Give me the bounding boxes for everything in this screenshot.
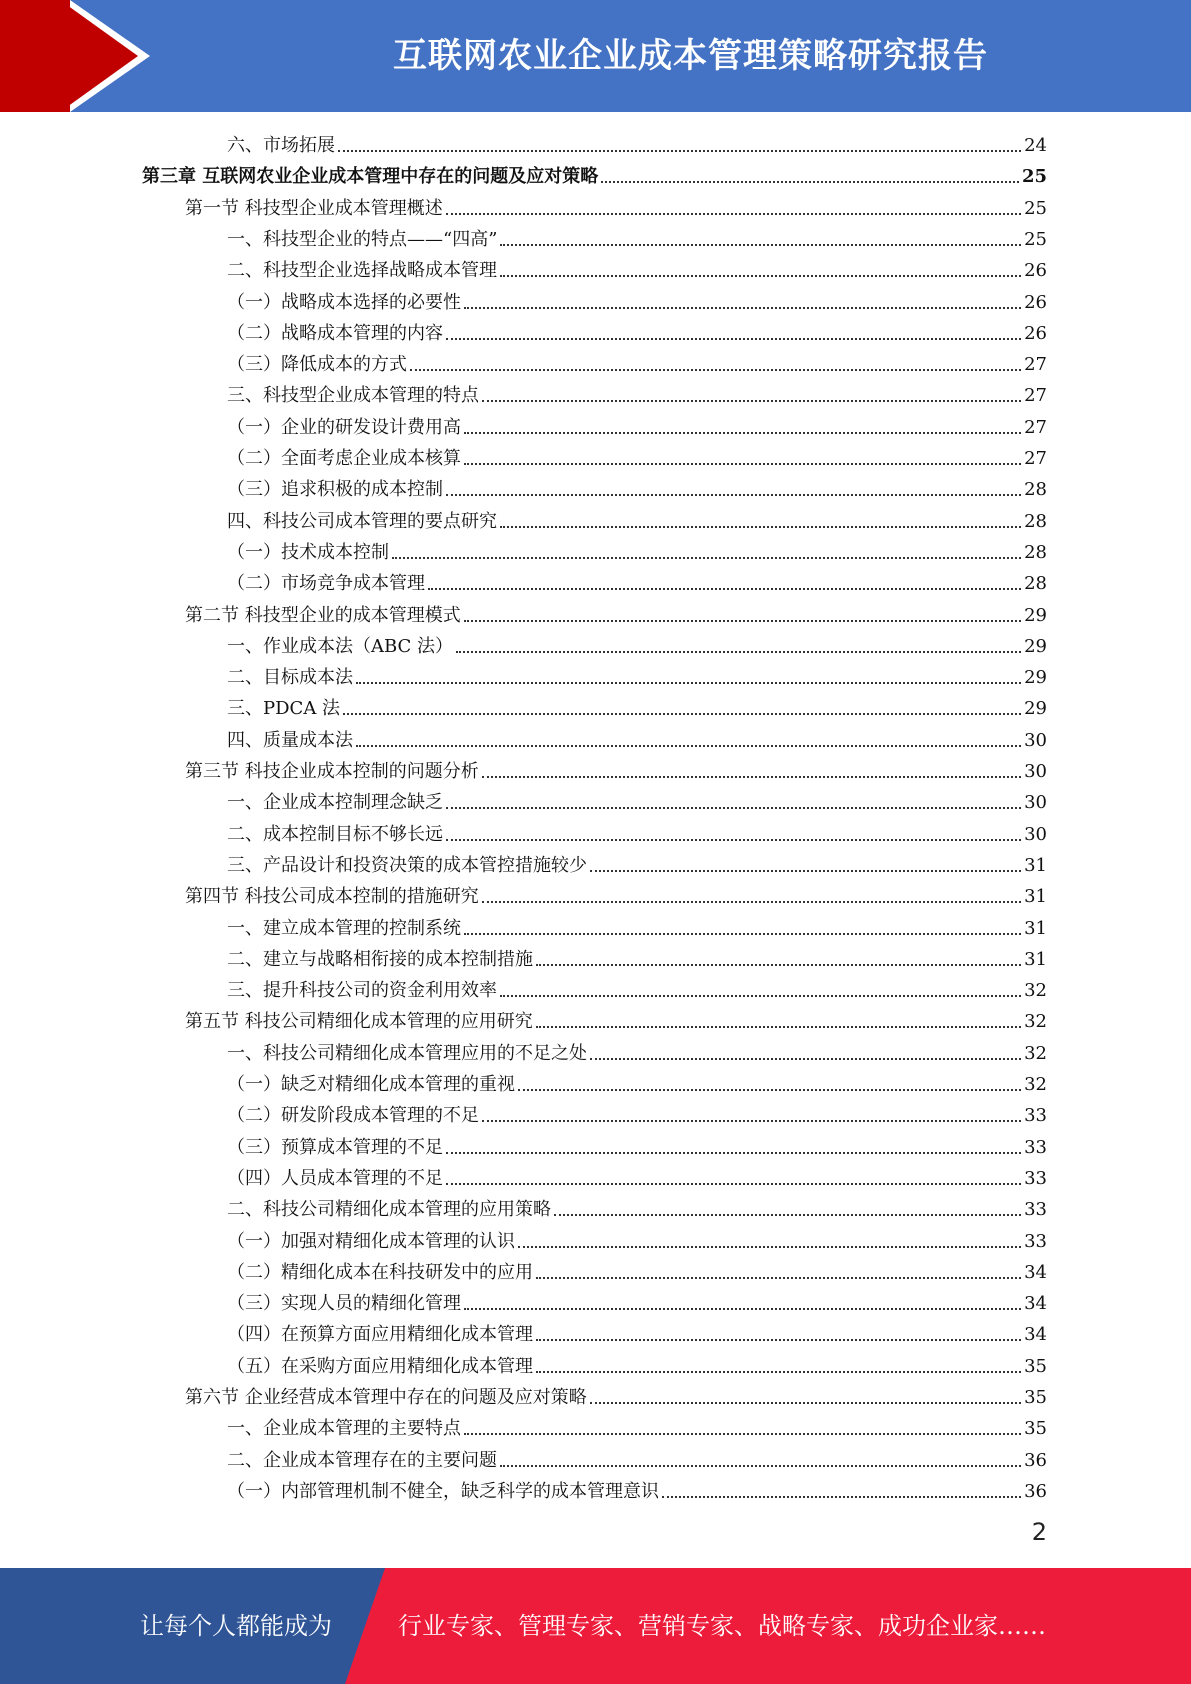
toc-dot-leader xyxy=(662,1496,1021,1498)
toc-entry-page: 29 xyxy=(1024,667,1047,689)
toc-dot-leader xyxy=(464,307,1021,309)
toc-entry[interactable] xyxy=(227,1411,1047,1442)
toc-dot-leader xyxy=(518,1089,1021,1091)
toc-entry-title: 一、科技公司精细化成本管理应用的不足之处 xyxy=(227,1042,587,1064)
toc-dot-leader xyxy=(356,682,1021,684)
toc-entry[interactable] xyxy=(227,378,1047,409)
toc-entry[interactable] xyxy=(227,1286,1047,1317)
toc-entry-title: （一）内部管理机制不健全，缺乏科学的成本管理意识 xyxy=(227,1480,659,1502)
toc-dot-leader xyxy=(464,1308,1021,1310)
toc-entry-title: 三、提升科技公司的资金利用效率 xyxy=(227,980,497,1002)
toc-entry-title: （二）研发阶段成本管理的不足 xyxy=(227,1105,479,1127)
toc-entry-page: 26 xyxy=(1024,291,1047,313)
toc-entry-page: 31 xyxy=(1024,948,1047,970)
toc-entry[interactable] xyxy=(227,1443,1047,1474)
toc-entry[interactable] xyxy=(227,1255,1047,1286)
toc-entry-page: 26 xyxy=(1024,260,1047,282)
toc-entry-title: （一）缺乏对精细化成本管理的重视 xyxy=(227,1074,515,1095)
toc-entry[interactable] xyxy=(227,410,1047,441)
toc-entry-title: 第一节 科技型企业成本管理概述 xyxy=(185,197,443,219)
toc-entry-page: 36 xyxy=(1024,1449,1047,1471)
toc-entry-page: 32 xyxy=(1024,1042,1047,1064)
toc-entry-title: 第三节 科技企业成本控制的问题分析 xyxy=(185,761,479,782)
toc-entry-page: 28 xyxy=(1024,479,1047,501)
toc-entry[interactable] xyxy=(227,316,1047,347)
toc-entry-page: 35 xyxy=(1024,1418,1047,1440)
toc-entry-title: 三、PDCA 法 xyxy=(227,698,341,720)
toc-entry[interactable] xyxy=(227,347,1047,378)
toc-entry[interactable] xyxy=(227,128,1047,159)
toc-dot-leader xyxy=(500,275,1021,277)
toc-dot-leader xyxy=(446,494,1021,496)
toc-entry-title: （二）市场竞争成本管理 xyxy=(227,573,425,595)
toc-entry[interactable] xyxy=(227,629,1047,660)
toc-entry[interactable] xyxy=(185,879,1047,910)
toc-entry[interactable] xyxy=(227,535,1047,566)
toc-dot-leader xyxy=(482,400,1021,402)
toc-dot-leader xyxy=(590,1058,1021,1060)
toc-entry-page: 30 xyxy=(1024,761,1047,782)
toc-entry-title: 一、建立成本管理的控制系统 xyxy=(227,917,461,939)
toc-entry-title: 二、企业成本管理存在的主要问题 xyxy=(227,1449,497,1471)
toc-entry-title: （五）在采购方面应用精细化成本管理 xyxy=(227,1355,533,1377)
toc-entry[interactable] xyxy=(185,191,1047,222)
toc-dot-leader xyxy=(554,1214,1021,1216)
toc-entry[interactable] xyxy=(227,785,1047,816)
toc-entry-title: （三）追求积极的成本控制 xyxy=(227,479,443,501)
toc-entry-page: 25 xyxy=(1024,228,1047,250)
toc-entry-page: 33 xyxy=(1024,1199,1047,1221)
toc-entry-title: 二、科技型企业选择战略成本管理 xyxy=(227,260,497,282)
toc-dot-leader xyxy=(446,839,1021,841)
toc-entry-title: 二、科技公司精细化成本管理的应用策略 xyxy=(227,1199,551,1221)
page-number: 2 xyxy=(1031,1518,1047,1546)
toc-entry-title: （三）降低成本的方式 xyxy=(227,354,407,376)
toc-dot-leader xyxy=(464,463,1021,465)
toc-entry-title: 四、科技公司成本管理的要点研究 xyxy=(227,510,497,532)
toc-entry-title: 二、目标成本法 xyxy=(227,667,353,689)
footer-slogan-right: 行业专家、管理专家、营销专家、战略专家、成功企业家…… xyxy=(398,1612,1046,1640)
toc-dot-leader xyxy=(410,369,1021,371)
toc-entry-title: 第六节 企业经营成本管理中存在的问题及应对策略 xyxy=(185,1387,587,1408)
toc-entry-title: （一）加强对精细化成本管理的认识 xyxy=(227,1230,515,1252)
toc-entry-title: 六、市场拓展 xyxy=(227,135,335,156)
toc-entry-title: 一、企业成本控制理念缺乏 xyxy=(227,792,443,814)
toc-entry-page: 33 xyxy=(1024,1136,1047,1158)
footer-banner xyxy=(0,1568,1191,1684)
toc-entry-page: 32 xyxy=(1024,980,1047,1002)
toc-dot-leader xyxy=(446,213,1021,215)
toc-entry-page: 27 xyxy=(1024,416,1047,438)
toc-dot-leader xyxy=(464,933,1021,935)
toc-entry-title: 三、产品设计和投资决策的成本管控措施较少 xyxy=(227,854,587,876)
toc-entry-page: 30 xyxy=(1024,823,1047,845)
toc-dot-leader xyxy=(536,964,1021,966)
toc-dot-leader xyxy=(464,432,1021,434)
toc-entry[interactable] xyxy=(227,1474,1047,1505)
toc-entry[interactable] xyxy=(227,1067,1047,1098)
toc-entry[interactable] xyxy=(227,222,1047,253)
footer-slant xyxy=(345,1568,385,1684)
toc-entry-page: 28 xyxy=(1024,573,1047,595)
toc-entry-page: 28 xyxy=(1024,510,1047,532)
toc-dot-leader xyxy=(536,1277,1021,1279)
toc-dot-leader xyxy=(536,1371,1021,1373)
toc-entry[interactable] xyxy=(227,1192,1047,1223)
toc-dot-leader xyxy=(482,776,1021,778)
toc-entry-title: （四）在预算方面应用精细化成本管理 xyxy=(227,1324,533,1346)
toc-entry[interactable] xyxy=(227,1036,1047,1067)
toc-entry[interactable] xyxy=(227,1317,1047,1348)
toc-entry-title: 第五节 科技公司精细化成本管理的应用研究 xyxy=(185,1011,533,1033)
toc-dot-leader xyxy=(536,1339,1021,1341)
toc-entry-page: 36 xyxy=(1024,1480,1047,1502)
toc-dot-leader xyxy=(356,745,1021,747)
toc-entry-page: 27 xyxy=(1024,354,1047,376)
toc-entry-title: （一）战略成本选择的必要性 xyxy=(227,291,461,313)
toc-entry-title: 二、建立与战略相衔接的成本控制措施 xyxy=(227,948,533,970)
toc-dot-leader xyxy=(590,870,1021,872)
toc-entry-page: 29 xyxy=(1024,698,1047,720)
toc-entry[interactable] xyxy=(227,973,1047,1004)
toc-entry-title: 一、企业成本管理的主要特点 xyxy=(227,1418,461,1440)
toc-entry[interactable] xyxy=(227,441,1047,472)
toc-entry-title: （二）精细化成本在科技研发中的应用 xyxy=(227,1261,533,1283)
toc-entry[interactable] xyxy=(185,1004,1047,1035)
toc-dot-leader xyxy=(482,901,1021,903)
toc-entry-title: （二）全面考虑企业成本核算 xyxy=(227,448,461,469)
toc-entry-page: 31 xyxy=(1024,917,1047,939)
toc-entry-page: 27 xyxy=(1024,448,1047,469)
toc-entry-title: （二）战略成本管理的内容 xyxy=(227,322,443,344)
toc-entry-page: 33 xyxy=(1024,1105,1047,1127)
toc-entry-title: 四、质量成本法 xyxy=(227,729,353,751)
toc-entry-page: 26 xyxy=(1024,322,1047,344)
toc-entry-title: （三）预算成本管理的不足 xyxy=(227,1136,443,1158)
toc-entry-title: 第二节 科技型企业的成本管理模式 xyxy=(185,604,461,626)
toc-entry[interactable] xyxy=(142,159,1047,190)
toc-entry[interactable] xyxy=(227,848,1047,879)
header-arrow-icon xyxy=(60,0,138,112)
toc-entry-page: 35 xyxy=(1024,1387,1047,1408)
toc-entry[interactable] xyxy=(227,942,1047,973)
toc-dot-leader xyxy=(464,620,1021,622)
toc-entry-page: 29 xyxy=(1024,604,1047,626)
toc-dot-leader xyxy=(446,1152,1021,1154)
toc-entry-title: 第四节 科技公司成本控制的措施研究 xyxy=(185,886,479,908)
toc-dot-leader xyxy=(500,1465,1021,1467)
toc-entry-page: 28 xyxy=(1024,541,1047,563)
toc-entry[interactable] xyxy=(227,1224,1047,1255)
toc-entry[interactable] xyxy=(227,253,1047,284)
toc-entry-title: （一）企业的研发设计费用高 xyxy=(227,416,461,438)
toc-entry-page: 24 xyxy=(1024,135,1047,156)
toc-entry-title: （一）技术成本控制 xyxy=(227,541,389,563)
footer-slogan-left: 让每个人都能成为 xyxy=(140,1612,332,1640)
toc-entry-page: 30 xyxy=(1024,792,1047,814)
toc-dot-leader xyxy=(536,1026,1021,1028)
toc-dot-leader xyxy=(343,713,1021,715)
toc-entry[interactable] xyxy=(185,598,1047,629)
toc-dot-leader xyxy=(392,557,1021,559)
toc-entry-title: 第三章 互联网农业企业成本管理中存在的问题及应对策略 xyxy=(142,166,599,188)
toc-entry-page: 25 xyxy=(1024,197,1047,219)
toc-entry[interactable] xyxy=(227,723,1047,754)
toc-entry-page: 32 xyxy=(1024,1011,1047,1033)
toc-dot-leader xyxy=(338,150,1021,152)
toc-entry-page: 35 xyxy=(1024,1355,1047,1377)
header-banner xyxy=(0,0,1191,112)
toc-dot-leader xyxy=(518,1246,1021,1248)
toc-dot-leader xyxy=(500,526,1021,528)
document-title: 互联网农业企业成本管理策略研究报告 xyxy=(393,36,988,76)
toc-entry-page: 33 xyxy=(1024,1230,1047,1252)
toc-entry[interactable] xyxy=(227,911,1047,942)
toc-dot-leader xyxy=(482,1120,1021,1122)
toc-entry-page: 27 xyxy=(1024,385,1047,407)
toc-dot-leader xyxy=(601,181,1019,183)
toc-dot-leader xyxy=(428,588,1021,590)
toc-entry[interactable] xyxy=(185,1380,1047,1411)
toc-entry[interactable] xyxy=(227,817,1047,848)
toc-entry[interactable] xyxy=(227,1098,1047,1129)
toc-entry-title: （三）实现人员的精细化管理 xyxy=(227,1293,461,1315)
toc-dot-leader xyxy=(464,1433,1021,1435)
toc-entry[interactable] xyxy=(185,754,1047,785)
toc-entry-page: 31 xyxy=(1024,854,1047,876)
toc-entry-title: 一、科技型企业的特点——“四高” xyxy=(227,228,498,250)
toc-entry-page: 25 xyxy=(1021,166,1047,188)
toc-entry-page: 34 xyxy=(1024,1324,1047,1346)
toc-entry[interactable] xyxy=(227,691,1047,722)
toc-entry[interactable] xyxy=(227,1161,1047,1192)
toc-entry[interactable] xyxy=(227,472,1047,503)
toc-dot-leader xyxy=(446,807,1021,809)
toc-entry-page: 34 xyxy=(1024,1293,1047,1315)
toc-entry-page: 29 xyxy=(1024,635,1047,657)
toc-entry-page: 34 xyxy=(1024,1261,1047,1283)
toc-entry-title: 三、科技型企业成本管理的特点 xyxy=(227,385,479,407)
toc-entry-page: 32 xyxy=(1024,1074,1047,1095)
toc-dot-leader xyxy=(590,1402,1021,1404)
toc-dot-leader xyxy=(446,338,1021,340)
toc-entry-title: 一、作业成本法（ABC 法） xyxy=(227,635,454,657)
toc-entry[interactable] xyxy=(227,660,1047,691)
toc-entry-page: 30 xyxy=(1024,729,1047,751)
toc-entry-page: 31 xyxy=(1024,886,1047,908)
toc-entry-title: （四）人员成本管理的不足 xyxy=(227,1167,443,1189)
toc-entry[interactable] xyxy=(227,566,1047,597)
toc-entry-page: 33 xyxy=(1024,1167,1047,1189)
toc-dot-leader xyxy=(500,995,1021,997)
toc-entry[interactable] xyxy=(227,1130,1047,1161)
toc-entry[interactable] xyxy=(227,1349,1047,1380)
toc-entry[interactable] xyxy=(227,285,1047,316)
toc-entry-title: 二、成本控制目标不够长远 xyxy=(227,823,443,845)
toc-dot-leader xyxy=(446,1183,1021,1185)
toc-dot-leader xyxy=(500,244,1021,246)
toc-entry[interactable] xyxy=(227,504,1047,535)
toc-dot-leader xyxy=(456,651,1021,653)
